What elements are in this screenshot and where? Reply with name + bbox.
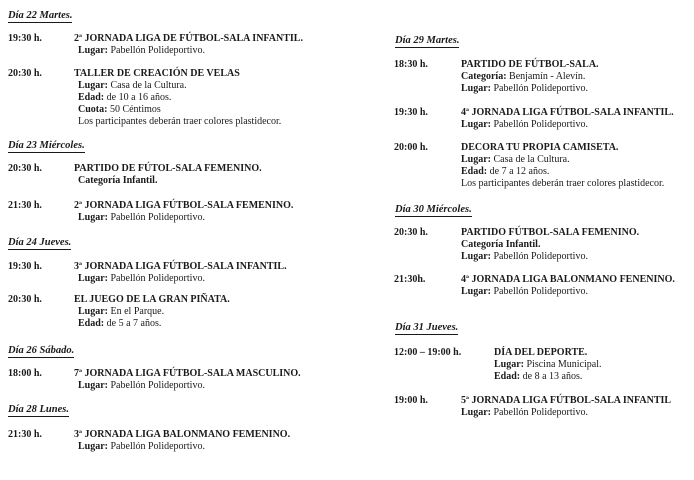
event-title: 4ª JORNADA LIGA BALONMANO FENENINO. xyxy=(461,274,675,285)
detail-value: Pabellón Polideportivo. xyxy=(108,441,205,452)
detail-label: Lugar: xyxy=(78,45,108,56)
day-heading: Día 29 Martes. xyxy=(395,35,460,46)
event-title: 2ª JORNADA LIGA DE FÚTBOL-SALA INFANTIL. xyxy=(74,33,303,44)
detail-label: Lugar: xyxy=(78,441,108,452)
event-detail xyxy=(461,83,588,95)
event-time: 19:30 h. xyxy=(8,261,42,272)
day-heading: Día 26 Sábado. xyxy=(8,345,75,356)
detail-label: Lugar: xyxy=(78,80,108,91)
detail-label: Edad: xyxy=(78,92,105,103)
event-time: 20:30 h. xyxy=(8,68,42,79)
event-detail xyxy=(461,407,588,419)
detail-value: Pabellón Polideportivo. xyxy=(108,273,205,284)
event-detail xyxy=(461,71,585,83)
detail-value: Los participantes deberán traer colores plastidecor. xyxy=(461,178,665,189)
detail-label: Categoría: xyxy=(461,71,507,82)
event-title: PARTIDO DE FÚTOL-SALA FEMENINO. xyxy=(74,163,262,174)
event-detail xyxy=(461,166,549,178)
detail-value: Pabellón Polideportivo. xyxy=(108,45,205,56)
detail-label: Edad: xyxy=(461,166,488,177)
detail-value: Pabellón Polideportivo. xyxy=(108,380,205,391)
detail-value: Casa de la Cultura. xyxy=(491,154,570,165)
detail-label: Lugar: xyxy=(461,119,491,130)
event-title: DECORA TU PROPIA CAMISETA. xyxy=(461,142,619,153)
detail-label: Lugar: xyxy=(78,273,108,284)
event-detail xyxy=(78,104,161,116)
event-title: 2ª JORNADA LIGA FÚTBOL-SALA FEMENINO. xyxy=(74,200,294,211)
event-detail xyxy=(78,318,161,330)
event-detail xyxy=(78,175,157,187)
detail-value: 50 Céntimos xyxy=(107,104,161,115)
detail-value: En el Parque. xyxy=(108,306,165,317)
detail-value: Pabellón Polideportivo. xyxy=(491,83,588,94)
event-detail xyxy=(461,286,588,298)
detail-value: de 5 a 7 años. xyxy=(104,318,162,329)
event-detail xyxy=(461,154,570,166)
event-time: 18:30 h. xyxy=(394,59,428,70)
detail-label: Lugar: xyxy=(494,359,524,370)
event-detail xyxy=(78,45,205,57)
event-title: PARTIDO FÚTBOL-SALA FEMENINO. xyxy=(461,227,640,238)
event-time: 20:00 h. xyxy=(394,142,428,153)
event-detail xyxy=(78,380,205,392)
event-detail xyxy=(461,178,664,190)
event-title: 4ª JORNADA LIGA FÚTBOL-SALA INFANTIL. xyxy=(461,107,674,118)
detail-label: Cuota: xyxy=(78,104,108,115)
event-title: DÍA DEL DEPORTE. xyxy=(494,347,588,358)
event-title: 7ª JORNADA LIGA FÚTBOL-SALA MASCULINO. xyxy=(74,368,301,379)
event-time: 20:30 h. xyxy=(394,227,428,238)
detail-value: Piscina Municipal. xyxy=(524,359,602,370)
detail-value: Pabellón Polideportivo. xyxy=(108,212,205,223)
detail-label: Lugar: xyxy=(461,154,491,165)
event-detail xyxy=(494,371,582,383)
event-detail xyxy=(78,441,205,453)
detail-label: Lugar: xyxy=(78,306,108,317)
event-time: 21:30 h. xyxy=(8,200,42,211)
detail-label: Edad: xyxy=(78,318,105,329)
detail-label: Lugar: xyxy=(461,286,491,297)
event-title: 3ª JORNADA LIGA BALONMANO FEMENINO. xyxy=(74,429,291,440)
event-time: 21:30 h. xyxy=(8,429,42,440)
detail-label: Lugar: xyxy=(78,212,108,223)
event-time: 20:30 h. xyxy=(8,294,42,305)
event-detail xyxy=(461,239,540,251)
day-heading: Día 24 Jueves. xyxy=(8,237,72,248)
event-detail xyxy=(78,212,205,224)
event-detail xyxy=(461,119,588,131)
event-detail xyxy=(78,92,171,104)
detail-value: Pabellón Polideportivo. xyxy=(491,251,588,262)
event-detail xyxy=(78,116,281,128)
schedule-column-right xyxy=(388,0,694,480)
detail-label: Lugar: xyxy=(78,380,108,391)
detail-value: Casa de la Cultura. xyxy=(108,80,187,91)
detail-label: Lugar: xyxy=(461,83,491,94)
event-time: 19:00 h. xyxy=(394,395,428,406)
event-time: 20:30 h. xyxy=(8,163,42,174)
event-time: 18:00 h. xyxy=(8,368,42,379)
event-title: EL JUEGO DE LA GRAN PIÑATA. xyxy=(74,294,230,305)
detail-label: Lugar: xyxy=(461,407,491,418)
detail-value: Benjamín - Alevín. xyxy=(506,71,586,82)
day-heading: Día 23 Miércoles. xyxy=(8,140,85,151)
event-time: 19:30 h. xyxy=(8,33,42,44)
event-detail xyxy=(494,359,602,371)
detail-label: Edad: xyxy=(494,371,521,382)
detail-value: Pabellón Polideportivo. xyxy=(491,407,588,418)
detail-label: Lugar: xyxy=(461,251,491,262)
detail-value: Pabellón Polideportivo. xyxy=(491,119,588,130)
event-time: 12:00 – 19:00 h. xyxy=(394,347,462,358)
event-detail xyxy=(78,80,187,92)
day-heading: Día 31 Jueves. xyxy=(395,322,459,333)
event-title: 3ª JORNADA LIGA FÚTBOL-SALA INFANTIL. xyxy=(74,261,287,272)
detail-value: Pabellón Polideportivo. xyxy=(491,286,588,297)
event-title: TALLER DE CREACIÓN DE VELAS xyxy=(74,68,240,79)
event-time: 19:30 h. xyxy=(394,107,428,118)
detail-value: de 7 a 12 años. xyxy=(487,166,550,177)
detail-label: Categoría Infantil. xyxy=(78,175,158,186)
detail-value: de 10 a 16 años. xyxy=(104,92,172,103)
detail-label: Categoría Infantil. xyxy=(461,239,541,250)
day-heading: Día 28 Lunes. xyxy=(8,404,69,415)
event-detail xyxy=(461,251,588,263)
detail-value: de 8 a 13 años. xyxy=(520,371,583,382)
event-title: PARTIDO DE FÚTBOL-SALA. xyxy=(461,59,599,70)
day-heading: Día 22 Martes. xyxy=(8,10,73,21)
event-detail xyxy=(78,273,205,285)
event-time: 21:30h. xyxy=(394,274,426,285)
event-detail xyxy=(78,306,164,318)
event-title: 5ª JORNADA LIGA FÚTBOL-SALA INFANTIL xyxy=(461,395,672,406)
detail-value: Los participantes deberán traer colores plastidecor. xyxy=(78,116,282,127)
day-heading: Día 30 Miércoles. xyxy=(395,204,472,215)
